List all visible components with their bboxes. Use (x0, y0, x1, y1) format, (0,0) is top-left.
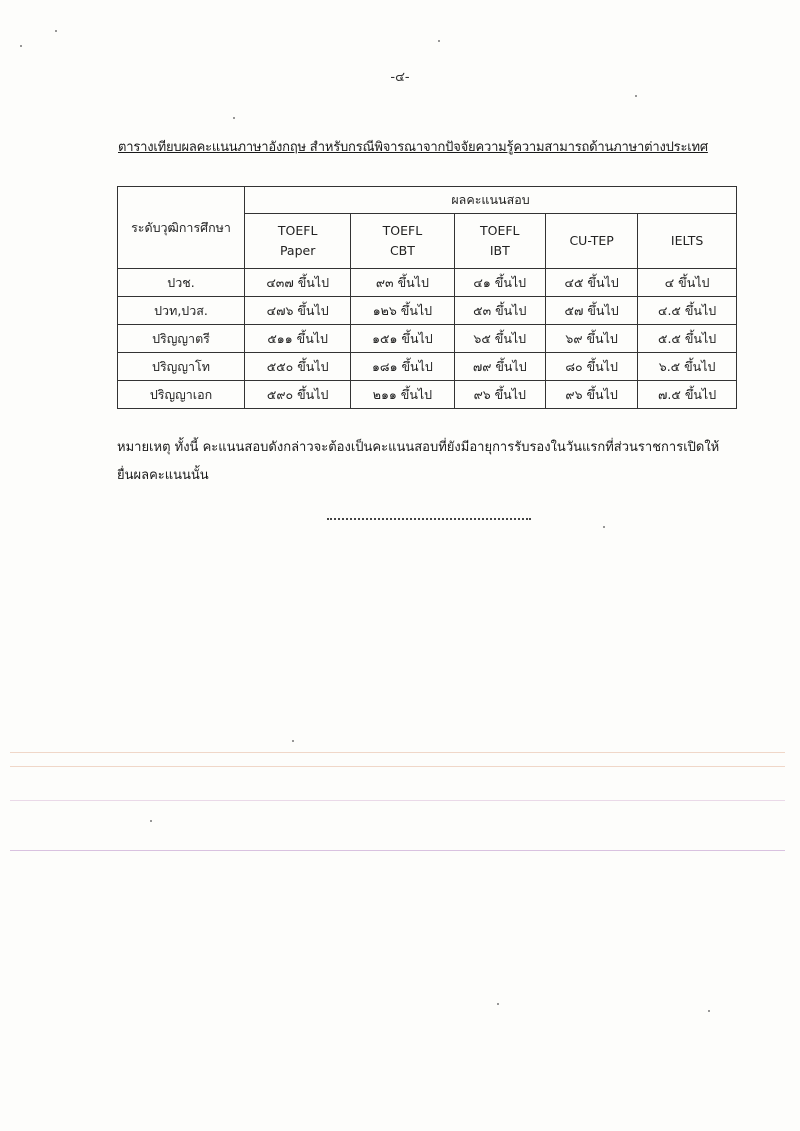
test-header-ielts: IELTS (638, 214, 737, 269)
score-cell: ๔๑ ขึ้นไป (454, 269, 546, 297)
table-row (118, 325, 737, 353)
footnote-line: หมายเหตุ ทั้งนี้ คะแนนสอบดังกล่าวจะต้องเป็นคะแนนสอบที่ยังมีอายุการรับรองในวันแรกที่ส่วนราชการเปิดให้ (117, 440, 720, 455)
score-cell: ๔.๕ ขึ้นไป (638, 297, 737, 325)
scan-speck (635, 95, 637, 97)
page-number: -๔- (390, 70, 410, 85)
education-level: ปวท,ปวส. (118, 297, 245, 325)
score-cell: ๕๗ ขึ้นไป (546, 297, 638, 325)
score-cell: ๔ ขึ้นไป (638, 269, 737, 297)
test-header-cu-tep: CU-TEP (546, 214, 638, 269)
scan-speck (708, 1010, 710, 1012)
test-variant: Paper (279, 243, 316, 258)
score-cell: ๔๕ ขึ้นไป (546, 269, 638, 297)
exam-score-header: ผลคะแนนสอบ (245, 187, 737, 214)
score-cell: ๖๙ ขึ้นไป (546, 325, 638, 353)
score-cell: ๗.๕ ขึ้นไป (638, 381, 737, 409)
test-name: TOEFL (277, 223, 318, 238)
test-variant: CBT (389, 243, 415, 258)
scan-speck (233, 117, 235, 119)
score-cell: ๕๑๑ ขึ้นไป (245, 325, 351, 353)
table-row (118, 297, 737, 325)
score-cell: ๖.๕ ขึ้นไป (638, 353, 737, 381)
test-header-toefl-cbt (351, 214, 454, 269)
scan-artifact-line (10, 800, 785, 801)
score-cell: ๘๐ ขึ้นไป (546, 353, 638, 381)
table-row (118, 353, 737, 381)
score-cell: ๕๓ ขึ้นไป (454, 297, 546, 325)
score-cell: ๑๒๖ ขึ้นไป (351, 297, 454, 325)
score-cell: ๕.๕ ขึ้นไป (638, 325, 737, 353)
scan-speck (292, 740, 294, 742)
education-level-header: ระดับวุฒิการศึกษา (118, 187, 245, 269)
scan-speck (438, 40, 440, 42)
footnote-line: ยื่นผลคะแนนนั้น (117, 468, 209, 483)
score-cell: ๙๖ ขึ้นไป (454, 381, 546, 409)
test-name: TOEFL (480, 223, 520, 238)
test-header-toefl-ibt (454, 214, 546, 269)
scan-artifact-line (10, 766, 785, 767)
score-cell: ๒๑๑ ขึ้นไป (351, 381, 454, 409)
test-name: TOEFL (382, 223, 423, 238)
education-level: ปริญญาเอก (118, 381, 245, 409)
score-cell: ๑๘๑ ขึ้นไป (351, 353, 454, 381)
education-level: ปริญญาตรี (118, 325, 245, 353)
test-variant: IBT (489, 243, 510, 258)
score-comparison-table (117, 186, 737, 409)
footnote (117, 434, 737, 490)
scan-artifact-line (10, 850, 785, 851)
table-row (118, 269, 737, 297)
scan-speck (150, 820, 152, 822)
score-cell: ๑๕๑ ขึ้นไป (351, 325, 454, 353)
score-cell: ๕๕๐ ขึ้นไป (245, 353, 351, 381)
score-cell: ๖๕ ขึ้นไป (454, 325, 546, 353)
score-cell: ๕๙๐ ขึ้นไป (245, 381, 351, 409)
scan-speck (497, 1003, 499, 1005)
score-cell: ๔๗๖ ขึ้นไป (245, 297, 351, 325)
score-cell: ๔๓๗ ขึ้นไป (245, 269, 351, 297)
test-header-toefl-paper (245, 214, 351, 269)
scan-speck (55, 30, 57, 32)
score-cell: ๙๓ ขึ้นไป (351, 269, 454, 297)
scan-speck (603, 526, 605, 528)
scan-artifact-line (10, 752, 785, 753)
end-dotted-line (327, 518, 531, 520)
document-heading: ตารางเทียบผลคะแนนภาษาอังกฤษ สำหรับกรณีพิจารณาจากปัจจัยความรู้ความสามารถด้านภาษาต่างประเทศ (118, 140, 708, 155)
education-level: ปริญญาโท (118, 353, 245, 381)
education-level: ปวช. (118, 269, 245, 297)
scan-speck (20, 45, 22, 47)
score-cell: ๙๖ ขึ้นไป (546, 381, 638, 409)
table-row (118, 381, 737, 409)
score-cell: ๗๙ ขึ้นไป (454, 353, 546, 381)
